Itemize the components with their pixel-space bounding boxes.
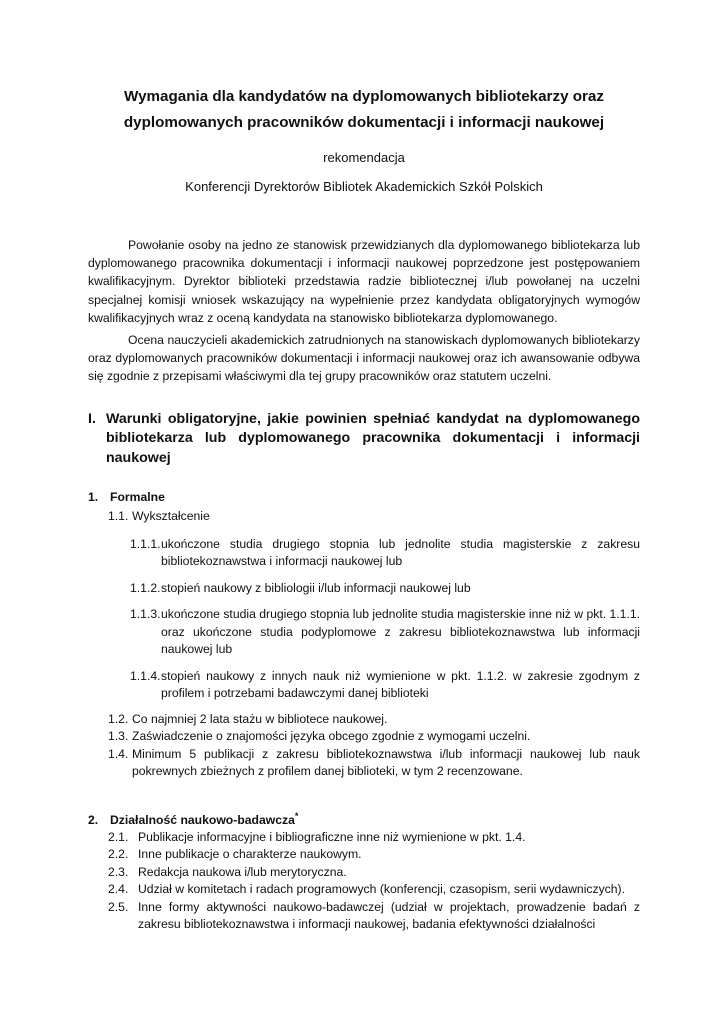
list-item-number: 1.4. [108, 746, 129, 761]
list-item-number: 1.1.3. [130, 607, 161, 622]
list-item-1-4 [108, 746, 640, 781]
document-subtitle: rekomendacja [323, 150, 405, 165]
list-item-2-4 [108, 881, 640, 899]
list-item-number: 2.5. [108, 899, 129, 914]
section-1-number: I. [88, 410, 96, 427]
list-item-number: 2.3. [108, 864, 129, 879]
list-item-number: 1.1.4. [130, 668, 161, 683]
subsection-2-heading [88, 811, 640, 829]
list-item-1-1-3 [130, 606, 640, 659]
list-item-text: Wykształcenie [132, 509, 210, 524]
list-item-number: 1.1.1. [130, 536, 161, 551]
list-item-number: 2.4. [108, 882, 129, 897]
document-organization: Konferencji Dyrektorów Bibliotek Akademickich Szkół Polskich [185, 179, 543, 194]
section-1-heading [88, 410, 640, 469]
list-item-text: Publikacje informacyjne i bibliograficzne inne niż wymienione w pkt. 1.4. [138, 829, 526, 844]
list-item-text: Udział w komitetach i radach programowych (konferencji, czasopism, serii wydawniczych). [138, 882, 625, 897]
subsection-2-number: 2. [88, 812, 99, 827]
list-item-text: Inne publikacje o charakterze naukowym. [138, 847, 362, 862]
subsection-2-title: Działalność naukowo-badawcza [110, 812, 295, 827]
list-item-number: 1.1.2. [130, 580, 161, 595]
list-item-number: 1.1. [108, 509, 129, 524]
list-item-text: Inne formy aktywności naukowo-badawczej (udział w projektach, prowadzenie badań z zakresu bibliotekoznawstwa i informacji naukowej, badania efektywności działalności [138, 899, 640, 932]
list-item-1-1-2 [130, 580, 640, 598]
list-item-text: Co najmniej 2 lata stażu w bibliotece naukowej. [132, 711, 388, 726]
list-item-1-3 [108, 728, 640, 746]
document-page [88, 84, 640, 934]
list-item-2-2 [108, 846, 640, 864]
list-item-text: Redakcja naukowa i/lub merytoryczna. [138, 864, 347, 879]
list-item-text: stopień naukowy z bibliologii i/lub informacji naukowej lub [161, 580, 471, 595]
list-item-text: Minimum 5 publikacji z zakresu bibliotekoznawstwa i/lub informacji naukowej lub nauk pokrewnych zbieżnych z profilem danej biblioteki, w tym 2 recenzowane. [132, 746, 640, 779]
list-item-2-5 [108, 899, 640, 934]
list-item-2-3 [108, 864, 640, 882]
list-item-1-1 [108, 508, 640, 526]
list-item-text: stopień naukowy z innych nauk niż wymienione w pkt. 1.1.2. w zakresie zgodnym z profilem i potrzebami badawczymi danej biblioteki [161, 668, 640, 701]
footnote-mark: * [294, 810, 299, 821]
document-title-line1: Wymagania dla kandydatów na dyplomowanych bibliotekarzy oraz [124, 88, 604, 105]
list-item-text: ukończone studia drugiego stopnia lub jednolite studia magisterskie z zakresu bibliotekoznawstwa i informacji naukowej lub [161, 536, 640, 569]
intro-paragraph-1: Powołanie osoby na jedno ze stanowisk przewidzianych dla dyplomowanego bibliotekarza lub dyplomowanego pracownika dokumentacji i informacji naukowej poprzedzone jest postępowaniem kwalifikacyjnym. Dyrektor biblioteki przedstawia radzie bibliotecznej i/lub powołanej na uczelni specjalnej komisji wniosek wskazujący na wypełnienie przez kandydata obligatoryjnych wymogów kwalifikacyjnych wraz z oceną kandydata na stanowisko bibliotekarza dyplomowanego. [88, 238, 640, 325]
list-item-number: 2.2. [108, 847, 129, 862]
subsection-1-heading [88, 488, 640, 506]
list-item-text: ukończone studia drugiego stopnia lub jednolite studia magisterskie inne niż w pkt. 1.1.1. oraz ukończone studia podyplomowe z zakresu bibliotekoznawstwa lub informacji naukowej lub [161, 607, 640, 657]
list-item-number: 2.1. [108, 829, 129, 844]
intro-paragraph-2: Ocena nauczycieli akademickich zatrudnionych na stanowiskach dyplomowanych bibliotekarzy oraz dyplomowanych pracowników dokumentacji i informacji naukowej oraz ich awansowanie odbywa się zgodnie z przepisami właściwymi dla tej grupy pracowników oraz statutem uczelni. [88, 333, 640, 384]
subsection-1-title: Formalne [110, 490, 165, 505]
list-item-text: Zaświadczenie o znajomości języka obcego zgodnie z wymogami uczelni. [132, 729, 531, 744]
list-item-number: 1.2. [108, 711, 129, 726]
list-item-number: 1.3. [108, 729, 129, 744]
list-item-1-2 [108, 711, 640, 729]
section-1-title: Warunki obligatoryjne, jakie powinien spełniać kandydat na dyplomowanego bibliotekarza lub dyplomowanego pracownika dokumentacji i informacji naukowej [106, 410, 640, 466]
list-item-1-1-1 [130, 536, 640, 571]
document-title-line2: dyplomowanych pracowników dokumentacji i informacji naukowej [123, 114, 605, 131]
list-item-1-1-4 [130, 668, 640, 703]
list-item-2-1 [108, 829, 640, 847]
subsection-1-number: 1. [88, 490, 99, 505]
